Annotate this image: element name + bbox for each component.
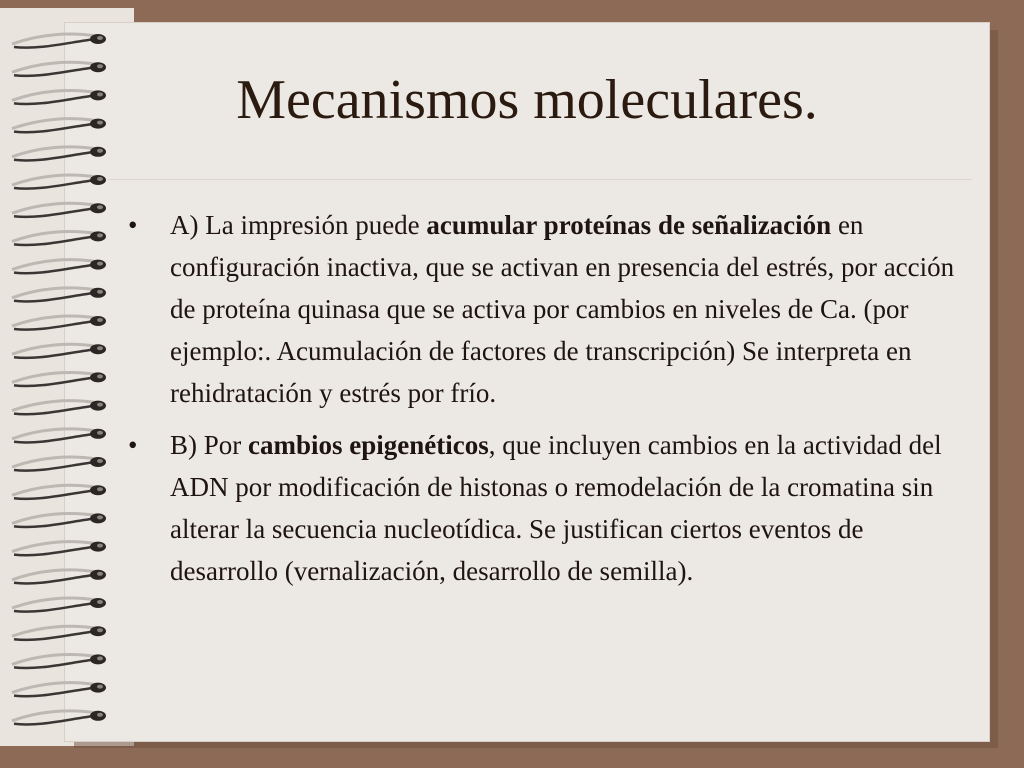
bullet-emphasis: acumular proteínas de señalización <box>426 210 832 240</box>
spiral-ring <box>12 231 106 245</box>
spiral-ring <box>12 598 106 612</box>
spiral-ring <box>12 457 106 471</box>
spiral-ring <box>12 316 106 330</box>
spiral-ring <box>12 485 106 499</box>
spiral-ring <box>12 683 106 697</box>
spiral-ring <box>12 626 106 640</box>
spiral-ring <box>12 175 106 189</box>
bullet-list <box>128 204 968 602</box>
bullet-text: , que incluyen cambios en la actividad del ADN por modificación de histonas o remodelación de la cromatina sin alterar la secuencia nucleotídica. Se justifican ciertos eventos de desarrollo (vernalización, desarrollo de semilla). <box>170 430 942 586</box>
bullet-marker: • <box>128 210 138 240</box>
bullet-emphasis: cambios epigenéticos <box>248 430 489 460</box>
spiral-ring <box>12 654 106 668</box>
spiral-ring <box>12 34 106 48</box>
bullet-text: en configuración inactiva, que se activan en presencia del estrés, por acción de proteína quinasa que se activa por cambios en niveles de Ca. (por ejemplo:. Acumulación de factores de transcripción) Se interpreta en rehidratación y estrés por frío. <box>170 210 955 408</box>
spiral-ring <box>12 429 106 443</box>
bullet-text: A) La impresión puede <box>170 210 427 240</box>
spiral-ring <box>12 372 106 386</box>
slide-title: Mecanismos moleculares. <box>236 69 818 131</box>
spiral-ring <box>12 203 106 217</box>
spiral-ring <box>12 260 106 274</box>
spiral-ring <box>12 513 106 527</box>
spiral-ring <box>12 344 106 358</box>
bullet-marker: • <box>128 430 138 460</box>
spiral-ring <box>12 711 106 725</box>
spiral-ring <box>12 147 106 161</box>
bullet-text: B) Por <box>170 430 249 460</box>
spiral-ring <box>12 570 106 584</box>
spiral-ring <box>12 401 106 415</box>
spiral-ring <box>12 288 106 302</box>
bullet-item-b <box>128 424 968 592</box>
bullet-item-a <box>128 204 968 414</box>
spiral-ring <box>12 542 106 556</box>
title-divider <box>108 179 972 180</box>
